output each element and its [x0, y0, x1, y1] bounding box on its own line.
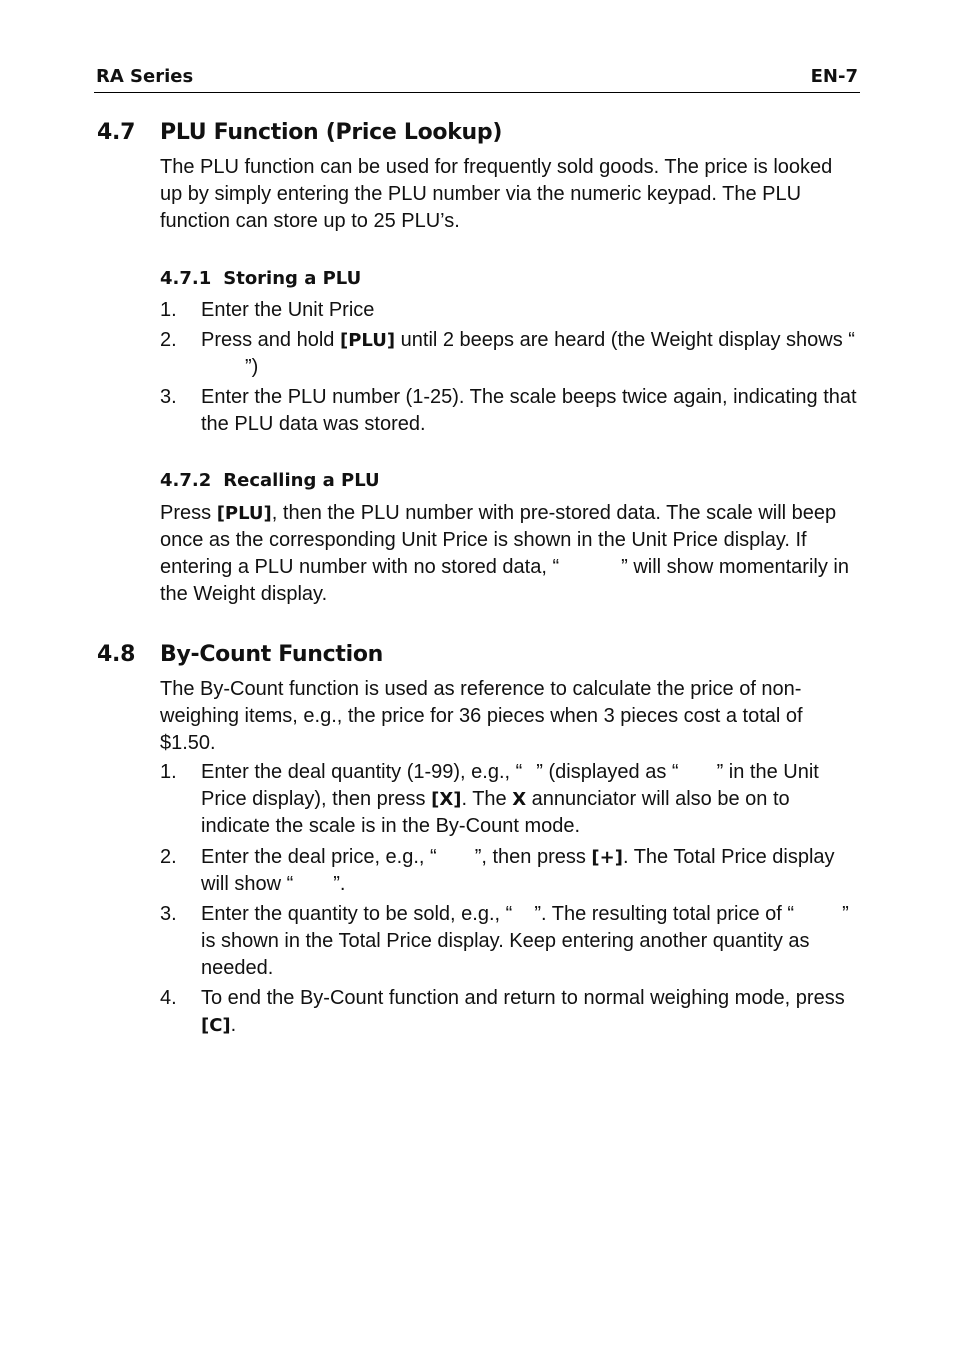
list-text: Enter the quantity to be sold, e.g., “ ”. The resulting total price of “ ” is shown in the Total Price display. Keep entering another quantity as needed.: [201, 903, 849, 979]
section-title: By-Count Function: [160, 642, 384, 667]
list-number: 1.: [160, 299, 177, 321]
list-text: Enter the Unit Price: [201, 299, 375, 321]
key-x: [X]: [431, 789, 462, 810]
key-plu: [PLU]: [339, 330, 396, 351]
list-text: Enter the PLU number (1-25). The scale beeps twice again, indicating that the PLU data was stored.: [201, 386, 857, 435]
recall-paragraph: Press [PLU], then the PLU number with pre-stored data. The scale will beep once as the corresponding Unit Price is shown in the Unit Price display. If entering a PLU number with no stored data, “ ” will show momentarily in the Weight display.: [160, 502, 849, 605]
list-text: Enter the deal price, e.g., “ ”, then press [+]. The Total Price display will show “ ”.: [201, 846, 835, 895]
list-text: Press and hold [PLU] until 2 beeps are heard (the Weight display shows “”): [201, 329, 855, 378]
list-text: Enter the deal quantity (1-99), e.g., “ ” (displayed as “ ” in the Unit Price display), then press [X]. The X annunciator will also be on to indicate the scale is in the By-Count mode.: [201, 761, 819, 837]
page-header: [94, 66, 860, 93]
page-number: EN-7: [810, 66, 858, 87]
list-number: 2.: [160, 846, 177, 868]
list-number: 1.: [160, 761, 177, 783]
list-text: To end the By-Count function and return to normal weighing mode, press [C].: [201, 987, 845, 1036]
section-intro: The PLU function can be used for frequently sold goods. The price is looked up by simply entering the PLU number via the numeric keypad. The PLU function can store up to 25 PLU’s.: [160, 156, 833, 232]
manual-series-title: RA Series: [96, 66, 194, 87]
subsection-title: Recalling a PLU: [223, 470, 380, 491]
list-number: 3.: [160, 903, 177, 925]
section-number: 4.8: [97, 642, 136, 667]
list-number: 4.: [160, 987, 177, 1009]
subsection-heading-4-7-1: [160, 268, 361, 289]
list-number: 3.: [160, 386, 177, 408]
section-number: 4.7: [97, 120, 136, 145]
x-annunciator-label: X: [512, 789, 527, 810]
key-plus: [+]: [591, 847, 623, 868]
section-title: PLU Function (Price Lookup): [160, 120, 503, 145]
subsection-title: Storing a PLU: [223, 268, 362, 289]
key-plu: [PLU]: [216, 503, 272, 524]
subsection-heading-4-7-2: [160, 470, 380, 491]
key-c: [C]: [201, 1015, 231, 1036]
list-number: 2.: [160, 329, 177, 351]
section-intro: The By-Count function is used as reference to calculate the price of non-weighing items, e.g., the price for 36 pieces when 3 pieces cost a total of $1.50.: [160, 678, 803, 754]
subsection-number: 4.7.1: [160, 268, 212, 289]
subsection-number: 4.7.2: [160, 470, 212, 491]
